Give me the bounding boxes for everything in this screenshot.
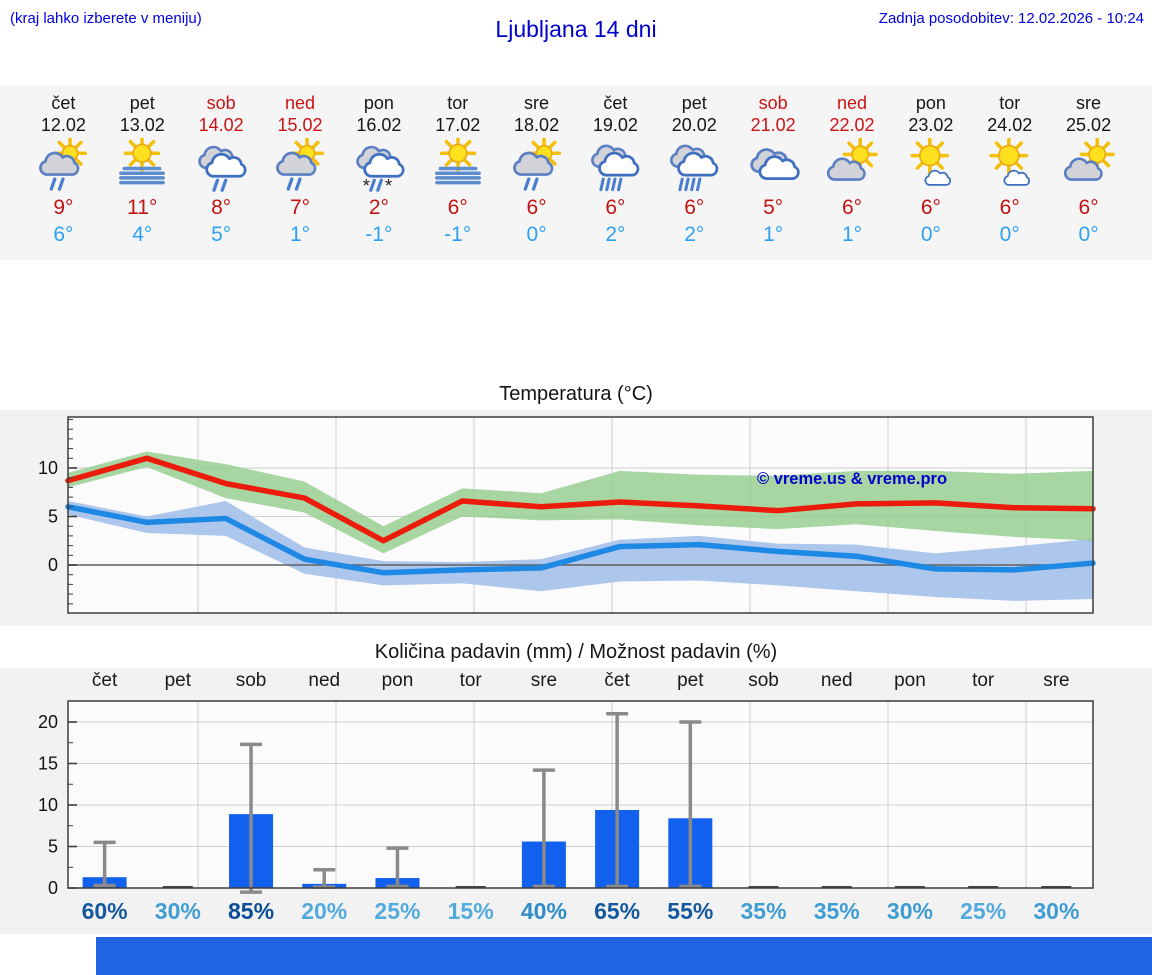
forecast-day — [418, 92, 497, 260]
precip-day-label: tor — [972, 670, 995, 691]
precip-day-label: pet — [164, 670, 192, 691]
high-temp: 6° — [684, 196, 705, 219]
low-temp: 0° — [1078, 223, 1099, 246]
low-temp: 1° — [841, 223, 863, 246]
sun-cloud-rain-icon — [261, 136, 340, 194]
day-date: 19.02 — [592, 115, 638, 135]
fog-sun-icon — [418, 136, 497, 194]
forecast-day — [655, 92, 734, 260]
precip-ytick: 5 — [47, 836, 58, 857]
high-temp: 6° — [1078, 196, 1099, 219]
low-temp: -1° — [444, 223, 472, 246]
svg-text:*: * — [362, 175, 370, 192]
precip-day-label: sre — [1043, 670, 1070, 691]
day-date: 15.02 — [277, 115, 323, 135]
low-temp: 1° — [763, 223, 784, 246]
forecast-day — [813, 92, 892, 260]
day-name: tor — [999, 93, 1021, 113]
precip-probability: 20% — [301, 898, 348, 924]
forecast-day — [103, 92, 182, 260]
day-date: 17.02 — [435, 115, 481, 135]
precip-probability-row — [0, 898, 1152, 932]
day-name: pon — [363, 93, 394, 113]
forecast-day — [339, 92, 418, 260]
high-temp: 6° — [447, 196, 468, 219]
precip-day-label: ned — [308, 670, 341, 691]
precip-probability: 65% — [594, 898, 641, 924]
day-date: 13.02 — [119, 115, 165, 135]
precip-ytick: 15 — [37, 753, 58, 774]
day-name: sre — [524, 93, 550, 113]
forecast-day — [576, 92, 655, 260]
low-temp: 6° — [53, 223, 74, 246]
low-temp: 2° — [605, 223, 626, 246]
high-temp: 8° — [211, 196, 232, 219]
precip-probability: 25% — [374, 898, 421, 924]
high-temp: 6° — [999, 196, 1020, 219]
high-temp: 2° — [368, 196, 389, 219]
precip-ytick: 10 — [37, 795, 58, 815]
forecast-day — [182, 92, 261, 260]
high-temp: 6° — [526, 196, 547, 219]
precip-probability: 25% — [960, 898, 1007, 924]
page-title: Ljubljana 14 dni — [495, 16, 657, 42]
day-name: ned — [284, 93, 316, 113]
temp-ytick: 10 — [37, 458, 58, 478]
temperature-chart — [0, 410, 1152, 626]
day-date: 22.02 — [829, 115, 875, 135]
precip-ytick: 0 — [47, 878, 58, 898]
precip-day-label: sob — [235, 670, 267, 691]
precip-probability: 55% — [667, 898, 714, 924]
precip-day-label: pon — [894, 670, 926, 691]
precip-day-label: sre — [530, 670, 558, 691]
day-name: čet — [603, 93, 628, 113]
footer-bar — [96, 937, 1152, 975]
cloud-heavy-rain-icon — [655, 136, 734, 194]
mostly-sunny-icon — [891, 136, 970, 194]
svg-text:*: * — [384, 175, 393, 192]
day-date: 12.02 — [40, 115, 86, 135]
watermark: © vreme.us & vreme.pro — [756, 470, 948, 488]
precip-day-labels — [0, 670, 1152, 696]
sun-cloud-rain-icon — [24, 136, 103, 194]
low-temp: 5° — [211, 223, 232, 246]
low-temp: 0° — [526, 223, 547, 246]
precip-probability: 15% — [447, 898, 494, 924]
day-name: sre — [1076, 93, 1102, 113]
sun-cloud-icon — [1049, 136, 1128, 194]
precip-probability: 30% — [1033, 898, 1080, 924]
day-name: ned — [836, 93, 868, 113]
temp-ytick: 5 — [47, 506, 58, 527]
precip-chart — [0, 698, 1152, 898]
menu-hint: (kraj lahko izberete v meniju) — [10, 10, 202, 27]
day-date: 20.02 — [671, 115, 717, 135]
high-temp: 11° — [127, 196, 158, 219]
temp-ytick: 0 — [47, 555, 58, 575]
forecast-day — [891, 92, 970, 260]
day-name: sob — [206, 93, 236, 113]
low-temp: 1° — [289, 223, 311, 246]
precip-chart-title: Količina padavin (mm) / Možnost padavin (%) — [374, 641, 778, 663]
forecast-day — [734, 92, 813, 260]
precip-day-label: tor — [459, 670, 482, 691]
forecast-day — [497, 92, 576, 260]
day-date: 23.02 — [908, 115, 954, 135]
low-temp: 0° — [999, 223, 1020, 246]
day-date: 24.02 — [987, 115, 1033, 135]
temperature-chart-section — [0, 410, 1152, 626]
day-name: tor — [447, 93, 469, 113]
high-temp: 7° — [289, 196, 311, 219]
day-date: 21.02 — [750, 115, 796, 135]
high-temp: 6° — [605, 196, 626, 219]
cloud-rain-icon — [182, 136, 261, 194]
forecast-day — [1049, 92, 1128, 260]
precip-probability: 85% — [228, 898, 275, 924]
high-temp: 6° — [920, 196, 941, 219]
mostly-sunny-icon — [970, 136, 1049, 194]
precip-probability: 30% — [886, 898, 933, 924]
high-temp: 5° — [763, 196, 784, 219]
precip-day-label: pet — [677, 670, 704, 691]
precip-day-label: čet — [91, 670, 118, 691]
precip-ytick: 20 — [37, 712, 58, 732]
temperature-chart-title: Temperatura (°C) — [499, 383, 653, 405]
forecast-day — [970, 92, 1049, 260]
forecast-day — [24, 92, 103, 260]
low-temp: -1° — [365, 223, 393, 246]
day-name: pet — [129, 93, 155, 113]
precip-day-label: sob — [748, 670, 779, 691]
cloud-heavy-rain-icon — [576, 136, 655, 194]
precip-probability: 30% — [154, 898, 201, 924]
low-temp: 2° — [684, 223, 705, 246]
day-date: 25.02 — [1066, 115, 1112, 135]
forecast-day — [261, 92, 340, 260]
day-name: pet — [681, 93, 707, 113]
precip-probability: 35% — [813, 898, 860, 924]
precip-probability: 35% — [740, 898, 787, 924]
precip-probability: 60% — [81, 898, 128, 924]
day-name: sob — [758, 93, 788, 113]
fog-sun-icon — [103, 136, 182, 194]
cloudy-icon — [734, 136, 813, 194]
precip-day-label: ned — [820, 670, 853, 691]
day-name: pon — [915, 93, 946, 113]
precip-probability: 40% — [520, 898, 567, 924]
high-temp: 9° — [53, 196, 74, 219]
day-date: 14.02 — [198, 115, 244, 135]
high-temp: 6° — [841, 196, 863, 219]
low-temp: 4° — [132, 223, 153, 246]
precip-day-label: čet — [604, 670, 630, 691]
cloud-sleet-icon — [339, 136, 418, 194]
last-updated: Zadnja posodobitev: 12.02.2026 - 10:24 — [878, 10, 1144, 27]
precip-day-label: pon — [381, 670, 414, 691]
forecast-strip — [0, 85, 1152, 260]
day-date: 18.02 — [514, 115, 560, 135]
sun-cloud-rain-icon — [497, 136, 576, 194]
low-temp: 0° — [920, 223, 941, 246]
day-date: 16.02 — [356, 115, 402, 135]
sun-cloud-icon — [813, 136, 892, 194]
precip-chart-section — [0, 668, 1152, 934]
day-name: čet — [51, 93, 76, 113]
